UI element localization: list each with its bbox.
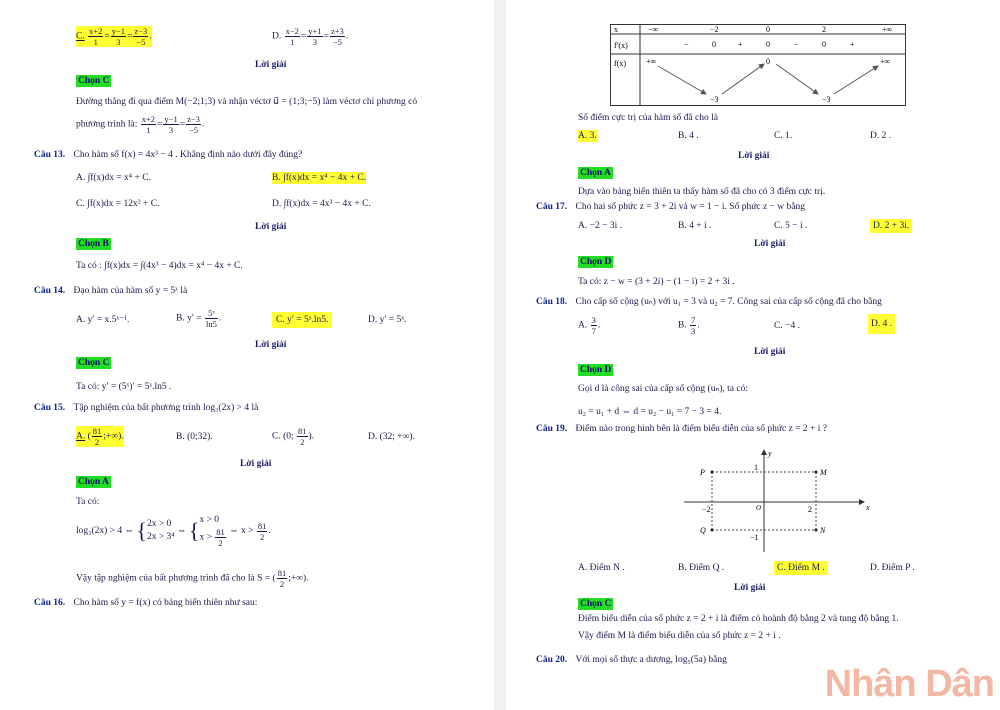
q16-stem: Cho hàm số y = f(x) có bảng biến thiên như sau: bbox=[73, 598, 258, 608]
q18-option-c[interactable]: C. −4 . bbox=[774, 321, 800, 331]
q19-stem: Điểm nào trong hình bên là điểm biểu diễn của số phức z = 2 + i ? bbox=[575, 424, 827, 434]
tick-y-neg1: −1 bbox=[750, 533, 759, 542]
q18-stem: Cho cấp số cộng (uₙ) với u₁ = 3 và u₂ = 7. Công sai của cấp số cộng đã cho bằng bbox=[575, 297, 882, 307]
q15-stem: Tập nghiệm của bất phương trình log₃(2x) > 4 là bbox=[73, 403, 259, 413]
q14-option-b[interactable]: B. y′ = $\frac{\text{5ˣ}}{\ln 5}$ . bbox=[176, 308, 222, 329]
q16-solution: Dựa vào bảng biến thiên ta thấy hàm số đã cho có 3 điểm cực trị. bbox=[578, 187, 826, 197]
table-label-f: f(x) bbox=[614, 59, 626, 68]
tick-x-neg2: −2 bbox=[702, 505, 711, 514]
table-sign-2: + bbox=[738, 40, 743, 49]
q14-option-d[interactable]: D. y′ = 5ˣ. bbox=[368, 315, 407, 325]
q18-sol-line1: Gọi d là công sai của cấp số cộng (uₙ), ta có: bbox=[578, 384, 748, 394]
q19-loigiai: Lời giải bbox=[734, 583, 766, 593]
q14-number: Câu 14. bbox=[34, 286, 66, 296]
q13-number: Câu 13. bbox=[34, 150, 66, 160]
q14-option-a[interactable]: A. y′ = x.5ˣ⁻¹. bbox=[76, 315, 130, 325]
q15-option-c[interactable]: C. (0; $\frac{81}{2}$ ). bbox=[272, 426, 315, 447]
table-sign-6: + bbox=[850, 40, 855, 49]
q17-solution: Ta có: z − w = (3 + 2i) − (1 − i) = 2 + 3i . bbox=[578, 277, 735, 287]
q12-option-d[interactable]: D. $\frac{x-2}{1}$ = $\frac{y+1}{3}$ = $\frac{z+3}{-5}$ . bbox=[272, 26, 349, 47]
q14-solution: Ta có: y′ = (5ˣ)′ = 5ˣ.ln5 . bbox=[76, 382, 172, 392]
q12-sol-line1: Đường thẳng đi qua điểm M(−2;1;3) và nhận véctơ u⃗ = (1;3;−5) làm véctơ chỉ phương có bbox=[76, 97, 418, 107]
q18-option-b[interactable]: B. $\frac{7}{3}$ . bbox=[678, 315, 700, 336]
q19-option-d[interactable]: D. Điểm P . bbox=[870, 563, 915, 573]
q14-loigiai: Lời giải bbox=[255, 340, 287, 350]
q17-option-b[interactable]: B. 4 + i . bbox=[678, 221, 712, 231]
q16-option-d[interactable]: D. 2 . bbox=[870, 131, 892, 141]
q15-option-a[interactable]: A. ( $\frac{81}{2}$ ;+∞). bbox=[76, 426, 124, 447]
q16-option-b[interactable]: B. 4 . bbox=[678, 131, 699, 141]
q15-chon: Chọn A bbox=[78, 477, 109, 487]
q14-stem: Đạo hàm của hàm số y = 5ˣ là bbox=[73, 286, 188, 296]
table-f-0: +∞ bbox=[646, 57, 657, 66]
variation-table bbox=[610, 24, 906, 106]
q12-option-c[interactable]: C. $\frac{x+2}{1}$ = $\frac{y-1}{3}$ = $\frac{z-3}{-5}$ . bbox=[76, 26, 152, 47]
table-x-0: −∞ bbox=[648, 25, 659, 34]
q12-sol-line2: phương trình là: $\frac{x+2}{1}$ = $\frac{y-1}{3}$ = $\frac{z-3}{-5}$ . bbox=[76, 114, 205, 135]
q18-option-d[interactable]: D. 4 . bbox=[868, 314, 895, 334]
q15-stem-row bbox=[34, 402, 258, 414]
q18-stem-row bbox=[536, 296, 882, 308]
table-x-1: −2 bbox=[710, 25, 719, 34]
q17-loigiai: Lời giải bbox=[754, 239, 786, 249]
point-q bbox=[711, 529, 714, 532]
q15-system: log₃(2x) > 4 ⇔ {2x > 0 2x > 3⁴ ⇔ {x > 0 x > $\frac{81}{2}$ ⇔ x > $\frac{81}{2}$ . bbox=[76, 515, 271, 548]
table-sign-5: 0 bbox=[822, 40, 826, 49]
q15-option-d[interactable]: D. (32; +∞). bbox=[368, 432, 415, 442]
q13-option-d[interactable]: D. ∫f(x)dx = 4x³ − 4x + C. bbox=[272, 199, 371, 209]
q13-option-b[interactable]: B. ∫f(x)dx = x⁴ − 4x + C. bbox=[272, 173, 367, 183]
q13-loigiai: Lời giải bbox=[255, 222, 287, 232]
q19-stem-row bbox=[536, 423, 827, 435]
q15-taco: Ta có: bbox=[76, 497, 100, 507]
table-sign-0: − bbox=[684, 40, 689, 49]
left-page bbox=[0, 0, 494, 710]
q19-option-a[interactable]: A. Điểm N . bbox=[578, 563, 625, 573]
q19-option-c[interactable]: C. Điểm M . bbox=[774, 561, 828, 575]
q18-number: Câu 18. bbox=[536, 297, 568, 307]
q16-loigiai: Lời giải bbox=[738, 151, 770, 161]
table-sign-3: 0 bbox=[766, 40, 770, 49]
q16-option-a[interactable]: A. 3. bbox=[578, 131, 597, 141]
q14-option-c[interactable]: C. y′ = 5ˣ.ln5. bbox=[272, 312, 332, 328]
table-label-fprime: f′(x) bbox=[614, 41, 628, 50]
table-f-4: +∞ bbox=[880, 57, 891, 66]
q20-number: Câu 20. bbox=[536, 655, 568, 665]
table-arrow-up-2 bbox=[834, 66, 878, 94]
q17-stem: Cho hai số phức z = 3 + 2i và w = 1 − i. Số phức z − w bằng bbox=[575, 202, 805, 212]
table-f-1: −3 bbox=[710, 95, 719, 104]
origin-label: O bbox=[756, 504, 762, 512]
q16-ask: Số điểm cực trị của hàm số đã cho là bbox=[578, 113, 718, 123]
complex-plane-figure bbox=[682, 446, 872, 556]
x-axis-label: x bbox=[866, 503, 870, 512]
q13-chon: Chọn B bbox=[78, 239, 109, 249]
q15-number: Câu 15. bbox=[34, 403, 66, 413]
q12-chon: Chọn C bbox=[78, 76, 110, 86]
q16-number: Câu 16. bbox=[34, 598, 66, 608]
q17-chon: Chọn D bbox=[580, 257, 612, 267]
q18-sol-line2: u₂ = u₁ + d ⇔ d = u₂ − u₁ = 7 − 3 = 4. bbox=[578, 407, 722, 417]
table-arrow-up-1 bbox=[722, 64, 764, 94]
point-p-label: P bbox=[700, 468, 705, 477]
q20-stem-row bbox=[536, 654, 727, 666]
nhandan-watermark-logo: Nhân Dân bbox=[824, 663, 994, 705]
q19-number: Câu 19. bbox=[536, 424, 568, 434]
q19-sol-line1: Điểm biểu diễn của số phức z = 2 + i là điểm có hoành độ bằng 2 và tung độ bằng 1. bbox=[578, 614, 899, 624]
right-page bbox=[506, 0, 1000, 710]
table-f-2: 0 bbox=[766, 57, 770, 66]
q14-stem-row bbox=[34, 285, 187, 297]
tick-x-2: 2 bbox=[808, 505, 812, 514]
q14-chon: Chọn C bbox=[78, 358, 110, 368]
table-x-3: 2 bbox=[822, 25, 826, 34]
table-sign-4: − bbox=[794, 40, 799, 49]
q13-stem: Cho hàm số f(x) = 4x³ − 4 . Khẳng định nào dưới đây đúng? bbox=[73, 150, 303, 160]
q13-option-a[interactable]: A. ∫f(x)dx = x⁴ + C. bbox=[76, 173, 151, 183]
q17-option-c[interactable]: C. 5 − i . bbox=[774, 221, 808, 231]
point-m bbox=[815, 471, 818, 474]
point-m-label: M bbox=[820, 468, 827, 477]
q17-number: Câu 17. bbox=[536, 202, 568, 212]
q13-solution: Ta có : ∫f(x)dx = ∫(4x³ − 4)dx = x⁴ − 4x + C. bbox=[76, 261, 243, 271]
tick-y-1: 1 bbox=[754, 463, 758, 472]
point-p bbox=[711, 471, 714, 474]
q16-stem-row bbox=[34, 597, 257, 609]
q16-option-c[interactable]: C. 1. bbox=[774, 131, 793, 141]
q12-loigiai: Lời giải bbox=[255, 60, 287, 70]
q17-option-a[interactable]: A. −2 − 3i . bbox=[578, 221, 622, 231]
point-n bbox=[815, 529, 818, 532]
q17-stem-row bbox=[536, 201, 805, 213]
q19-sol-line2: Vậy điểm M là điểm biểu diễn của số phức z = 2 + i . bbox=[578, 631, 781, 641]
q15-conclusion: Vậy tập nghiệm của bất phương trình đã cho là S = ( $\frac{81}{2}$ ;+∞). bbox=[76, 568, 309, 589]
q17-option-d[interactable]: D. 2 + 3i. bbox=[870, 219, 912, 233]
table-arrow-down-2 bbox=[776, 64, 818, 94]
q18-option-a[interactable]: A. $\frac{3}{7}$ . bbox=[578, 315, 601, 336]
q16-chon: Chọn A bbox=[580, 168, 611, 178]
q15-loigiai: Lời giải bbox=[240, 459, 272, 469]
table-label-x: x bbox=[614, 25, 618, 34]
table-f-3: −3 bbox=[822, 95, 831, 104]
table-sign-1: 0 bbox=[712, 40, 716, 49]
table-x-4: +∞ bbox=[882, 25, 893, 34]
q13-option-c[interactable]: C. ∫f(x)dx = 12x² + C. bbox=[76, 199, 160, 209]
q20-stem: Với mọi số thực a dương, log₅(5a) bằng bbox=[575, 655, 727, 665]
q18-loigiai: Lời giải bbox=[754, 347, 786, 357]
q13-stem-row bbox=[34, 149, 302, 161]
q19-option-b[interactable]: B. Điểm Q . bbox=[678, 563, 725, 573]
q15-option-b[interactable]: B. (0;32). bbox=[176, 432, 213, 442]
table-arrow-down-1 bbox=[658, 66, 706, 94]
point-q-label: Q bbox=[700, 526, 706, 535]
y-axis-label: y bbox=[768, 449, 772, 458]
q19-chon: Chọn C bbox=[580, 599, 612, 609]
point-n-label: N bbox=[820, 526, 826, 535]
q18-chon: Chọn D bbox=[580, 365, 612, 375]
table-x-2: 0 bbox=[766, 25, 770, 34]
